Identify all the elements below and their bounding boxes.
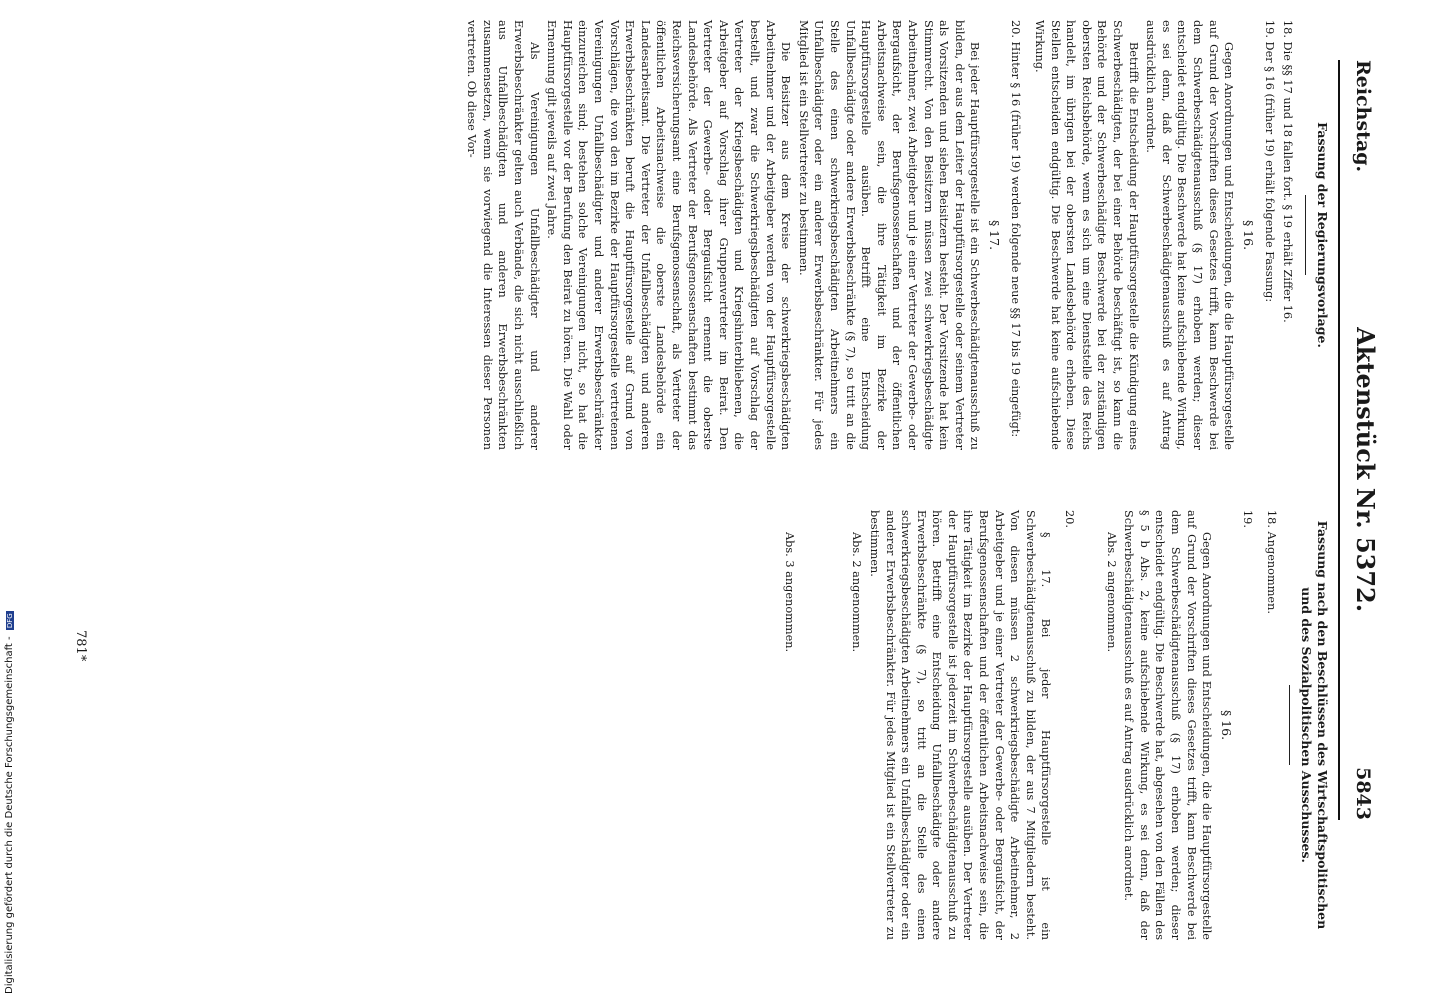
left-column — [462, 20, 1330, 450]
right-abs2-note-1: Abs. 2 angenommen. — [1104, 532, 1118, 653]
right-abs2-note-2: Abs. 2 angenommen. — [850, 532, 864, 653]
digitization-strip — [0, 0, 24, 1000]
page-number: 5843 — [1352, 767, 1374, 820]
right-item-19: 19. — [1241, 510, 1255, 528]
left-sec17-para1: Bei jeder Hauptfürsorgestelle ist ein Schwerbeschädigtenausschuß zu bilden, der aus dem Leiter der Hauptfürsorgestelle oder seinem Vertreter als Vorsitzenden und sieben Beisitzern besteht. Der Vorsitzende hat kein Stimmrecht. Von den Beisitzern müssen zwei schwerkriegsbeschädigte Arbeitnehmer, zwei Arbeitgeber und je einer Vertreter der Gewerbe- oder Bergaufsicht, der Berufsgenossenschaften und der öffentlichen Arbeitsnachweise sein, die ihre Tätigkeit im Bezirke der Hauptfürsorgestelle ausüben. Betrifft eine Entscheidung Unfallbeschädigte oder andere Erwerbsbeschränkte (§ 7), so tritt an die Stelle des einen schwerkriegsbeschädigten Arbeitnehmers ein Unfallbeschädigter oder ein anderer Erwerbsbeschränkter. Für jedes Mitglied ist ein Stellvertreter zu bestimmen. — [796, 20, 982, 450]
left-sec16-para1: Gegen Anordnungen und Entscheidungen, die die Hauptfürsorgestelle auf Grund der Vorschriften dieses Gesetzes trifft, kann Beschwerde bei dem Schwerbeschädigtenausschuß (§ 17) erhoben werden; dieser entscheidet endgültig. Die Beschwerde hat keine aufschiebende Wirkung, es sei denn, daß der Schwerbeschädigtenausschuß es auf Antrag ausdrücklich anordnet. — [1144, 20, 1236, 450]
left-sec17-para3: Als Vereinigungen Unfallbeschädigter und anderer Erwerbsbeschränkter gelten auch Verbände, die sich nicht ausschließlich aus Unfallbeschädigten und anderen Erwerbsbeschränkten zusammensetzen, wenn sie vorwiegend die Interessen dieser Personen vertreten. Ob diese Vor- — [465, 20, 541, 450]
right-item-20: 20. — [1063, 510, 1077, 528]
header-left: Reichstag. — [1352, 60, 1374, 173]
right-sec16-para1: Gegen Anordnungen und Entscheidungen, die die Hauptfürsorgestelle auf Grund der Vorschriften dieses Gesetzes trifft, kann Beschwerde bei dem Schwerbeschädigtenausschuß (§ 17) erhoben werden; dieser entscheidet endgültig. Die Beschwerde hat, abgesehen von den Fällen des § 5 b Abs. 2, keine aufschiebende Wirkung, es sei denn, daß der Schwerbeschädigtenausschuß es auf Antrag ausdrücklich anordnet. — [1122, 510, 1214, 940]
left-item-18: 18. Die §§ 17 und 18 fallen fort. § 19 erhält Ziffer 16. — [1281, 20, 1294, 323]
right-sec16-heading: § 16. — [1218, 709, 1234, 741]
left-title-rule — [1305, 195, 1306, 275]
right-title-rule — [1289, 685, 1290, 765]
left-sec17-heading: § 17. — [986, 219, 1002, 251]
footer-page-mark: 781* — [73, 630, 88, 662]
right-column-title: Fassung nach den Beschlüssen des Wirtschaftspolitischen und des Sozialpolitischen Ausschusses. — [1299, 520, 1330, 930]
left-sec17-para2: Die Beisitzer aus dem Kreise der schwerkriegsbeschädigten Arbeitnehmer und der Arbeitgeber werden von der Hauptfürsorgestelle bestellt, und zwar die Schwerkriegsbeschädigten auf Vorschlag der Vertreter der Kriegsbeschädigten und Kriegshinterbliebenen, die Arbeitgeber auf Vorschlag ihrer Gruppenvertreter im Beirat. Den Vertreter der Gewerbe- oder Bergaufsicht ernennt die oberste Landesbehörde. Als Vertreter der Berufsgenossenschaften bestimmt das Reichsversicherungsamt eine Berufsgenossenschaft, als Vertreter der öffentlichen Arbeitsnachweise die oberste Landesbehörde ein Landesarbeitsamt. Die Vertreter der Unfallbeschädigten und anderen Erwerbsbeschränkten beruft die Hauptfürsorgestelle auf Grund von Vorschlägen, die von den im Bezirke der Hauptfürsorgestelle vertretenen Vereinigungen Unfallbeschädigter und anderer Erwerbsbeschränkter einzureichen sind; bestehen solche Vereinigungen nicht, so hat die Hauptfürsorgestelle vor der Berufung den Beirat zu hören. Die Wahl oder Ernennung gilt jeweils auf zwei Jahre. — [545, 20, 793, 450]
left-sec16-para2: Betrifft die Entscheidung der Hauptfürsorgestelle die Kündigung eines Schwerbeschädigten, der bei einer Behörde beschäftigt ist, so kann die Behörde und der Schwerbeschädigte Beschwerde bei der zuständigen obersten Reichsbehörde, wenn es sich um eine Dienststelle des Reichs handelt, im übrigen bei der obersten Landesbehörde erheben. Diese Stellen entscheiden endgültig. Die Beschwerde hat keine aufschiebende Wirkung. — [1033, 20, 1140, 450]
dfg-logo: DFG — [6, 613, 14, 629]
right-sec17-para1: § 17. Bei jeder Hauptfürsorgestelle ist ein Schwerbeschädigtenausschuß zu bilden, der aus 7 Mitgliedern besteht. Von diesen müssen 2 schwerkriegsbeschädigte Arbeitnehmer, 2 Arbeitgeber und je einer Vertreter der Gewerbe- oder Bergaufsicht, der Berufsgenossenschaften und der öffentlichen Arbeitsnachweise sein, die ihre Tätigkeit im Bezirke der Hauptfürsorgestelle ausüben. Der Vertreter der Hauptfürsorgestelle ist jederzeit im Schwerbeschädigtenausschuß zu hören. Betrifft eine Entscheidung Unfallbeschädigte oder andere Erwerbsbeschränkte (§ 7), so tritt an die Stelle des einen schwerkriegsbeschädigten Arbeitnehmers ein Unfallbeschädigter oder ein anderer Erwerbsbeschränkter. Für jedes Mitglied ist ein Stellvertreter zu bestimmen. — [867, 510, 1053, 940]
right-column — [779, 510, 1330, 940]
digitization-note: Digitalisierung gefördert durch die Deutsche Forschungsgemeinschaft - — [4, 636, 15, 994]
right-item-18: 18. Angenommen. — [1265, 510, 1278, 614]
header-center: Aktenstück Nr. 5372. — [1351, 327, 1380, 613]
left-column-title: Fassung der Regierungsvorlage. — [1315, 122, 1330, 348]
left-item-19: 19. Der § 16 (früher 19) erhält folgende Fassung: — [1263, 20, 1277, 303]
right-abs3-note: Abs. 3 angenommen. — [782, 532, 796, 653]
header-rule — [1338, 60, 1340, 820]
left-sec16-heading: § 16. — [1240, 219, 1256, 251]
page-header — [1351, 60, 1380, 820]
left-item-20: 20. Hinter § 16 (früher 19) werden folgende neue §§ 17 bis 19 eingefügt: — [1009, 20, 1023, 438]
